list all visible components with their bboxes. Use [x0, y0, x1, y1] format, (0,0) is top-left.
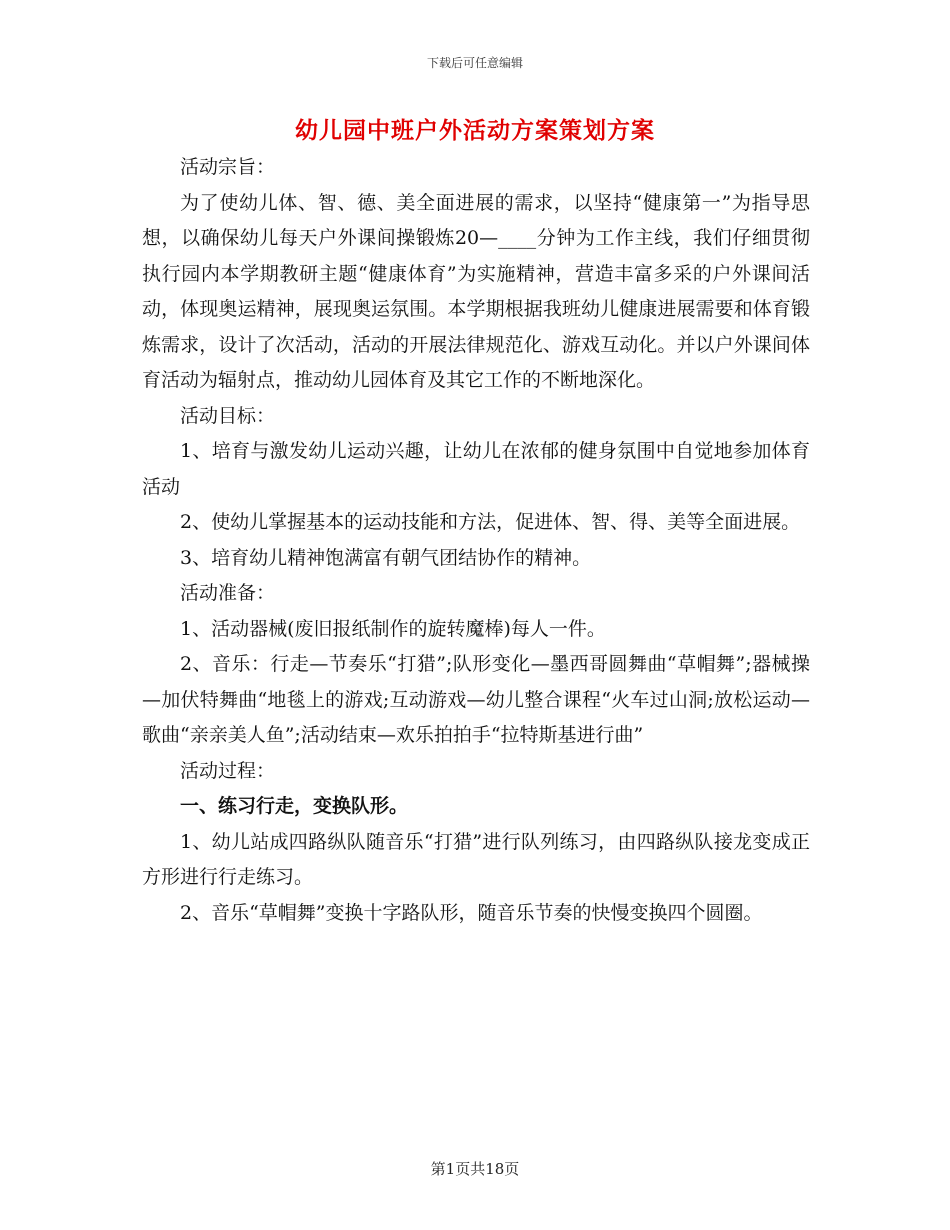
- goal-item-2: 2、使幼儿掌握基本的运动技能和方法，促进体、智、得、美等全面进展。: [180, 511, 801, 533]
- section-heading-purpose: 活动宗旨：: [180, 156, 276, 178]
- process-item-2: 2、音乐“草帽舞”变换十字路队形，随音乐节奏的快慢变换四个圆圈。: [180, 901, 763, 924]
- page-header-note: 下载后可任意编辑: [426, 56, 523, 70]
- paragraph-purpose: 为了使幼儿体、智、德、美全面进展的需求，以坚持“健康第一”为指导思想，以确保幼儿每天户外课间操锻炼20—____分钟为工作主线，我们仔细贯彻执行园内本学期教研主题“健康体育”为实施精神，营造丰富多采的户外课间活动，体现奥运精神，展现奥运氛围。本学期根据我班幼儿健康进展需要和体育锻炼需求，设计了次活动，活动的开展法律规范化、游戏互动化。并以户外课间体育活动为辐射点，推动幼儿园体育及其它工作的不断地深化。: [142, 191, 810, 391]
- section-heading-preparation: 活动准备：: [180, 582, 276, 604]
- document-title: 幼儿园中班户外活动方案策划方案: [295, 117, 655, 144]
- goal-item-1: 1、培育与激发幼儿运动兴趣，让幼儿在浓郁的健身氛围中自觉地参加体育活动: [142, 440, 810, 498]
- preparation-item-1: 1、活动器械(废旧报纸制作的旋转魔棒)每人一件。: [180, 617, 606, 640]
- section-heading-process: 活动过程：: [180, 759, 276, 782]
- process-step-heading-1: 一、练习行走，变换队形。: [180, 795, 409, 817]
- preparation-item-2: 2、音乐：行走—节奏乐“打猎”;队形变化—墨西哥圆舞曲“草帽舞”;器械操—加伏特舞曲“地毯上的游戏;互动游戏—幼儿整合课程“火车过山洞;放松运动—歌曲“亲亲美人鱼”;活动结束—欢乐拍拍手“拉特斯基进行曲”: [142, 653, 810, 746]
- page-footer: 第1页共18页: [430, 1160, 520, 1178]
- process-item-1: 1、幼儿站成四路纵队随音乐“打猎”进行队列练习，由四路纵队接龙变成正方形进行行走练习。: [142, 830, 810, 888]
- section-heading-goals: 活动目标：: [180, 404, 276, 427]
- document-body: [142, 150, 810, 931]
- goal-item-3: 3、培育幼儿精神饱满富有朝气团结协作的精神。: [180, 546, 592, 569]
